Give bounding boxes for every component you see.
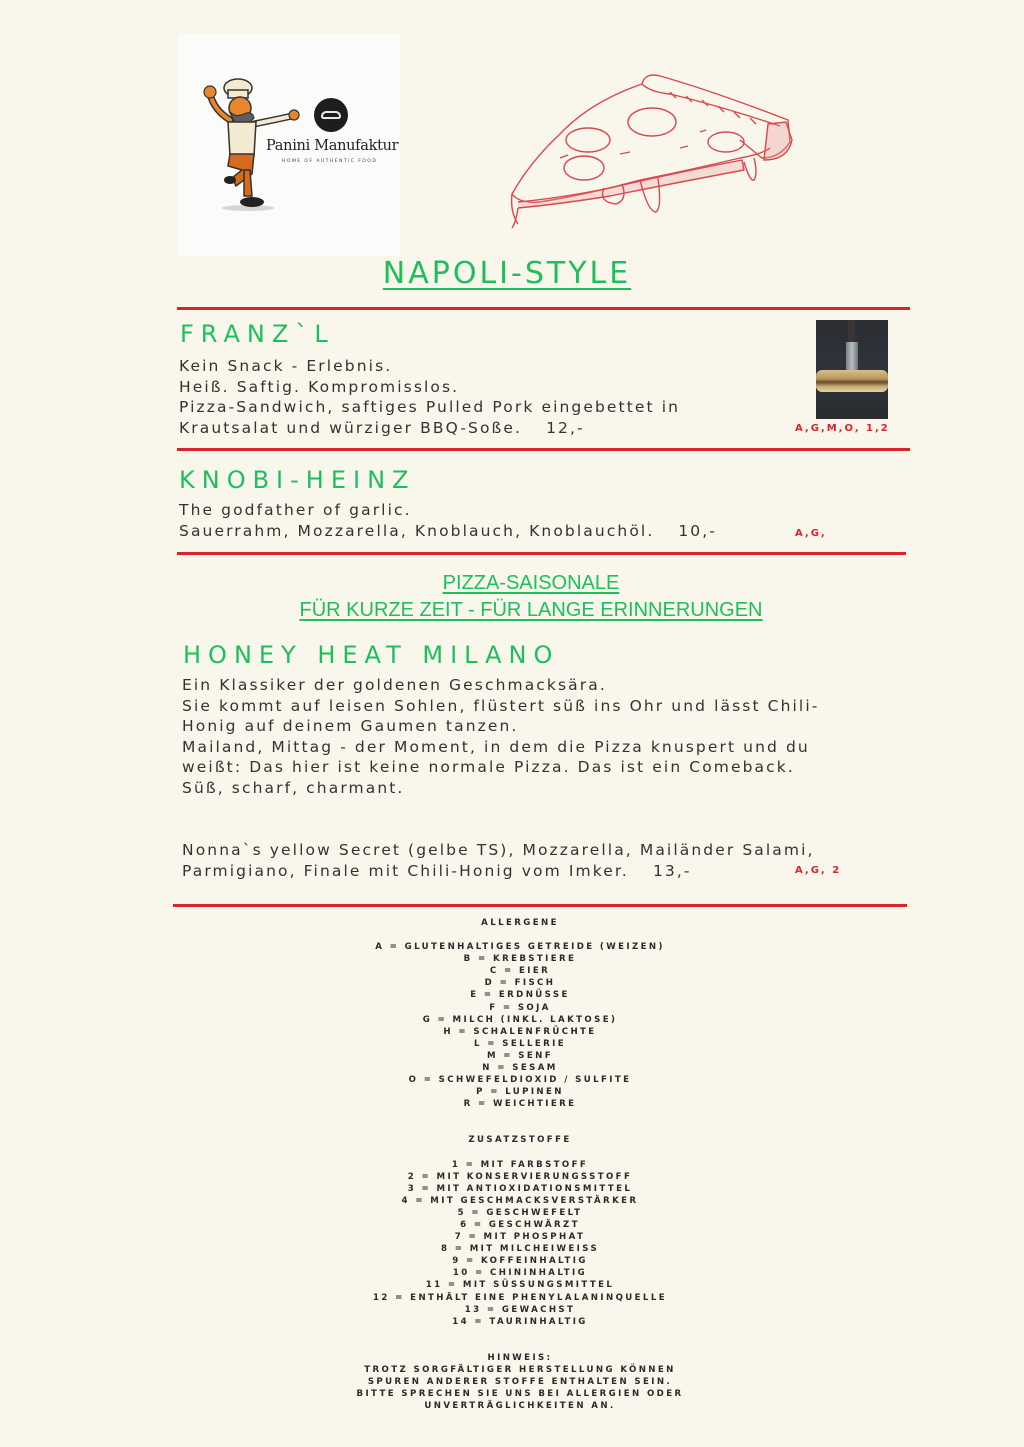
additive-entry: 3 = MIT ANTIOXIDATIONSMITTEL: [407, 1183, 633, 1194]
allergens-title: ALLERGENE: [481, 918, 559, 928]
menu-item-title: FRANZ`L: [180, 320, 335, 348]
description-line: Krautsalat und würziger BBQ-Soße. 12,-: [179, 418, 585, 437]
note-line: TROTZ SORGFÄLTIGER HERSTELLUNG KÖNNEN: [364, 1364, 676, 1375]
allergen-list: [0, 941, 1024, 1110]
description-line: The godfather of garlic.: [179, 501, 412, 519]
additive-entry: 12 = ENTHÄLT EINE PHENYLALANINQUELLE: [373, 1292, 667, 1303]
additive-entry: 9 = KOFFEINHALTIG: [452, 1256, 588, 1267]
divider: [177, 552, 906, 555]
brand-logo: [178, 34, 400, 256]
brand-tagline: HOME OF AUTHENTIC FOOD: [282, 159, 378, 164]
sandwich: [816, 370, 888, 392]
allergen-entry: M = SENF: [486, 1050, 554, 1061]
description-line: Honig auf deinem Gaumen tanzen.: [182, 717, 519, 735]
menu-item-price: 13,-: [652, 861, 692, 880]
menu-item-description: [179, 500, 717, 541]
knife-handle: [848, 320, 855, 342]
allergen-entry: N = SESAM: [482, 1063, 558, 1074]
allergen-entry: E = ERDNÜSSE: [470, 990, 570, 1001]
allergen-codes: A,G, 2: [795, 865, 842, 876]
knife-blade: [846, 342, 858, 372]
additive-entry: 11 = MIT SÜSSUNGSMITTEL: [425, 1280, 615, 1291]
divider: [177, 307, 910, 310]
menu-item-ingredients: [182, 840, 815, 881]
additive-entry: 5 = GESCHWEFELT: [457, 1207, 583, 1218]
allergen-entry: H = SCHALENFRÜCHTE: [443, 1026, 597, 1037]
description-line: Heiß. Saftig. Kompromisslos.: [179, 377, 460, 396]
description-line: Kein Snack - Erlebnis.: [179, 357, 393, 375]
additives-title: ZUSATZSTOFFE: [468, 1135, 572, 1146]
description-line: Pizza-Sandwich, saftiges Pulled Pork eingebettet in: [179, 398, 681, 416]
allergen-entry: P = LUPINEN: [476, 1087, 564, 1098]
section-title: NAPOLI-STYLE: [382, 256, 632, 291]
menu-item-photo: [816, 320, 888, 419]
pizza-slice-icon: [500, 62, 800, 232]
additive-entry: 2 = MIT KONSERVIERUNGSSTOFF: [407, 1171, 633, 1182]
divider: [177, 448, 910, 451]
allergen-entry: G = MILCH (INKL. LAKTOSE): [422, 1014, 618, 1025]
allergen-entry: L = SELLERIE: [473, 1038, 567, 1049]
description-line: Ein Klassiker der goldenen Geschmacksära.: [182, 676, 607, 694]
seasonal-subtitle: FÜR KURZE ZEIT - FÜR LANGE ERINNERUNGEN: [299, 599, 763, 621]
allergen-codes: A,G,M,O, 1,2: [795, 423, 890, 434]
divider: [173, 904, 907, 907]
allergen-entry: F = SOJA: [489, 1002, 551, 1013]
additive-list: [0, 1159, 1024, 1328]
allergen-entry: A = GLUTENHALTIGES GETREIDE (WEIZEN): [375, 942, 665, 953]
additive-entry: 1 = MIT FARBSTOFF: [451, 1159, 589, 1170]
brand-name: Panini Manufaktur: [266, 138, 399, 154]
allergen-entry: C = EIER: [489, 966, 551, 977]
menu-item-description: [179, 356, 680, 438]
description-line: Süß, scharf, charmant.: [182, 778, 405, 797]
menu-item-price: 10,-: [678, 521, 717, 540]
description-line: weißt: Das hier ist keine normale Pizza. Das ist ein Comeback.: [182, 758, 795, 776]
seasonal-title: PIZZA-SAISONALE: [442, 572, 620, 594]
additive-entry: 8 = MIT MILCHEIWEISS: [440, 1244, 600, 1255]
allergen-entry: R = WEICHTIERE: [463, 1099, 577, 1110]
note-line: BITTE SPRECHEN SIE UNS BEI ALLERGIEN ODER: [356, 1389, 684, 1400]
sandwich-badge-icon: [314, 98, 348, 132]
description-line: Sauerrahm, Mozzarella, Knoblauch, Knoblauchöl. 10,-: [179, 521, 717, 540]
ingredient-line: Nonna`s yellow Secret (gelbe TS), Mozzarella, Mailänder Salami,: [182, 841, 815, 859]
additive-entry: 14 = TAURINHALTIG: [452, 1316, 588, 1327]
note-line: SPUREN ANDERER STOFFE ENTHALTEN SEIN.: [367, 1377, 673, 1387]
note-line: UNVERTRÄGLICHKEITEN AN.: [424, 1401, 616, 1412]
seasonal-heading: [0, 570, 1024, 624]
allergen-entry: O = SCHWEFELDIOXID / SULFITE: [408, 1075, 632, 1086]
ingredient-line: Parmigiano, Finale mit Chili-Honig vom Imker. 13,-: [182, 861, 692, 880]
menu-item-title: KNOBI-HEINZ: [179, 466, 416, 494]
menu-item-title: HONEY HEAT MILANO: [183, 641, 560, 669]
allergen-codes: A,G,: [795, 528, 827, 539]
additive-entry: 6 = GESCHWÄRZT: [460, 1219, 580, 1230]
description-line: Mailand, Mittag - der Moment, in dem die Pizza knuspert und du: [182, 737, 810, 756]
note-title: HINWEIS:: [487, 1352, 553, 1363]
additive-entry: 13 = GEWACHST: [464, 1304, 576, 1315]
additive-entry: 7 = MIT PHOSPHAT: [454, 1232, 586, 1243]
additive-entry: 10 = CHININHALTIG: [452, 1268, 588, 1279]
legend: [0, 917, 1024, 1412]
note-text: [0, 1364, 1024, 1412]
allergen-entry: D = FISCH: [484, 978, 556, 989]
menu-item-description: [182, 675, 819, 798]
allergen-entry: B = KREBSTIERE: [463, 954, 577, 965]
description-line: Sie kommt auf leisen Sohlen, flüstert süß ins Ohr und lässt Chili-: [182, 696, 820, 715]
additive-entry: 4 = MIT GESCHMACKSVERSTÄRKER: [401, 1195, 639, 1206]
menu-item-price: 12,-: [546, 418, 585, 437]
